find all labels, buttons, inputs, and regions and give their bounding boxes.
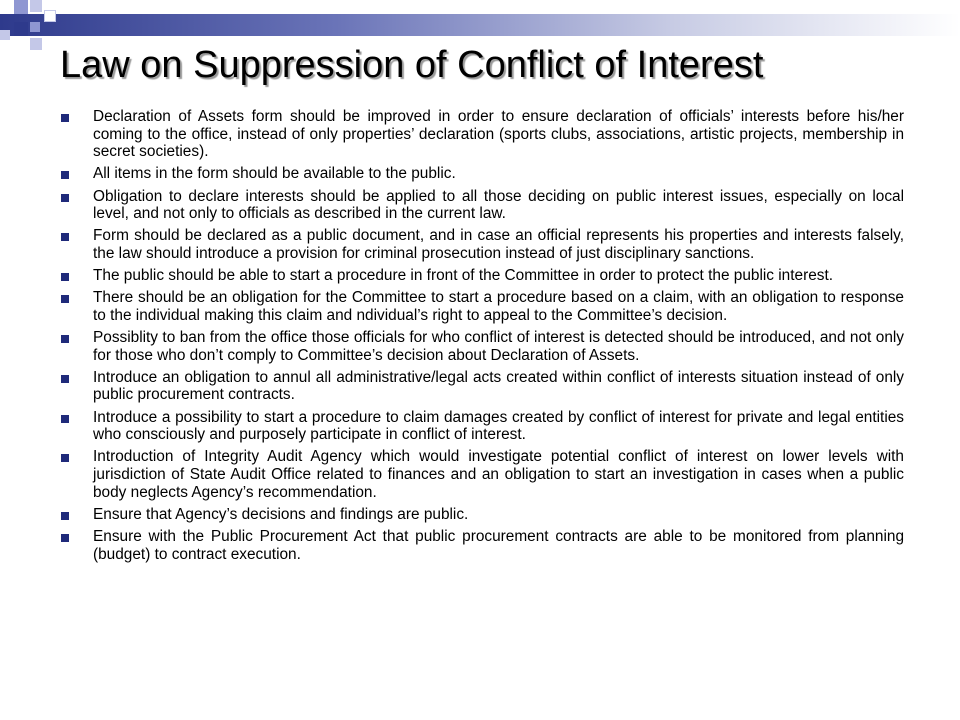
list-item [58,506,904,524]
decorative-square [14,0,28,14]
square-bullet-icon [61,171,69,179]
square-bullet-icon [61,375,69,383]
square-bullet-icon [61,454,69,462]
bullet-text: Introduce an obligation to annul all administrative/legal acts created within conflict of interests situation instead of only public procurement contracts. [93,368,904,404]
bullet-text: Possiblity to ban from the office those officials for who conflict of interest is detected should be introduced, and not only for those who don’t comply to Committee’s decision about Declaration of Assets. [93,329,904,364]
list-item [58,528,904,563]
decorative-square [44,10,56,22]
decorative-square [30,0,42,12]
bullet-text: The public should be able to start a procedure in front of the Committee in order to protect the public interest. [93,267,834,285]
list-item [58,329,904,364]
bullet-text: Declaration of Assets form should be improved in order to ensure declaration of officials’ interests before his/her coming to the office, instead of only properties’ declaration (sports clubs, associations, artistic projects, membership in secret societies). [93,108,904,161]
list-item [58,409,904,444]
list-item [58,289,904,324]
bullet-text: Ensure that Agency’s decisions and findings are public. [93,505,469,523]
list-item [58,227,904,262]
list-item [58,369,904,404]
bullet-text: There should be an obligation for the Committee to start a procedure based on a claim, with an obligation to response to the individual making this claim and ndividual’s right to appeal to the Committee’s decision. [93,289,904,324]
square-bullet-icon [61,295,69,303]
square-bullet-icon [61,194,69,202]
bullet-text: All items in the form should be available to the public. [93,165,456,183]
bullet-text: Form should be declared as a public document, and in case an official represents his properties and interests falsely, the law should introduce a provision for criminal prosecution instead of just disciplinary sanctions. [93,227,904,262]
bullet-text: Ensure with the Public Procurement Act that public procurement contracts are able to be monitored from planning (budget) to contract execution. [93,528,904,563]
list-item [58,108,904,161]
square-bullet-icon [61,512,69,520]
square-bullet-icon [61,273,69,281]
list-item [58,448,904,501]
bullet-text: Introduction of Integrity Audit Agency which would investigate potential conflict of interest on lower levels with jurisdiction of State Audit Office related to finances and an obligation to start an investigation in cases when a public body neglects Agency’s recommendation. [93,448,904,501]
decorative-square [30,22,40,32]
square-bullet-icon [61,415,69,423]
header-gradient-bar [0,14,960,36]
list-item [58,165,904,183]
decorative-square [30,38,42,50]
square-bullet-icon [61,534,69,542]
decorative-square [14,22,28,36]
square-bullet-icon [61,335,69,343]
list-item [58,267,904,285]
decorative-square [0,30,10,40]
slide-title: Law on Suppression of Conflict of Interest [60,44,764,86]
list-item [58,188,904,223]
bullet-list [58,108,904,568]
bullet-text: Obligation to declare interests should be applied to all those deciding on public interest issues, especially on local level, and not only to officials as described in the current law. [93,187,904,223]
bullet-text: Introduce a possibility to start a procedure to claim damages created by conflict of interest for private and legal entities who consciously and purposely participate in conflict of interest. [93,408,904,444]
square-bullet-icon [61,114,69,122]
square-bullet-icon [61,233,69,241]
